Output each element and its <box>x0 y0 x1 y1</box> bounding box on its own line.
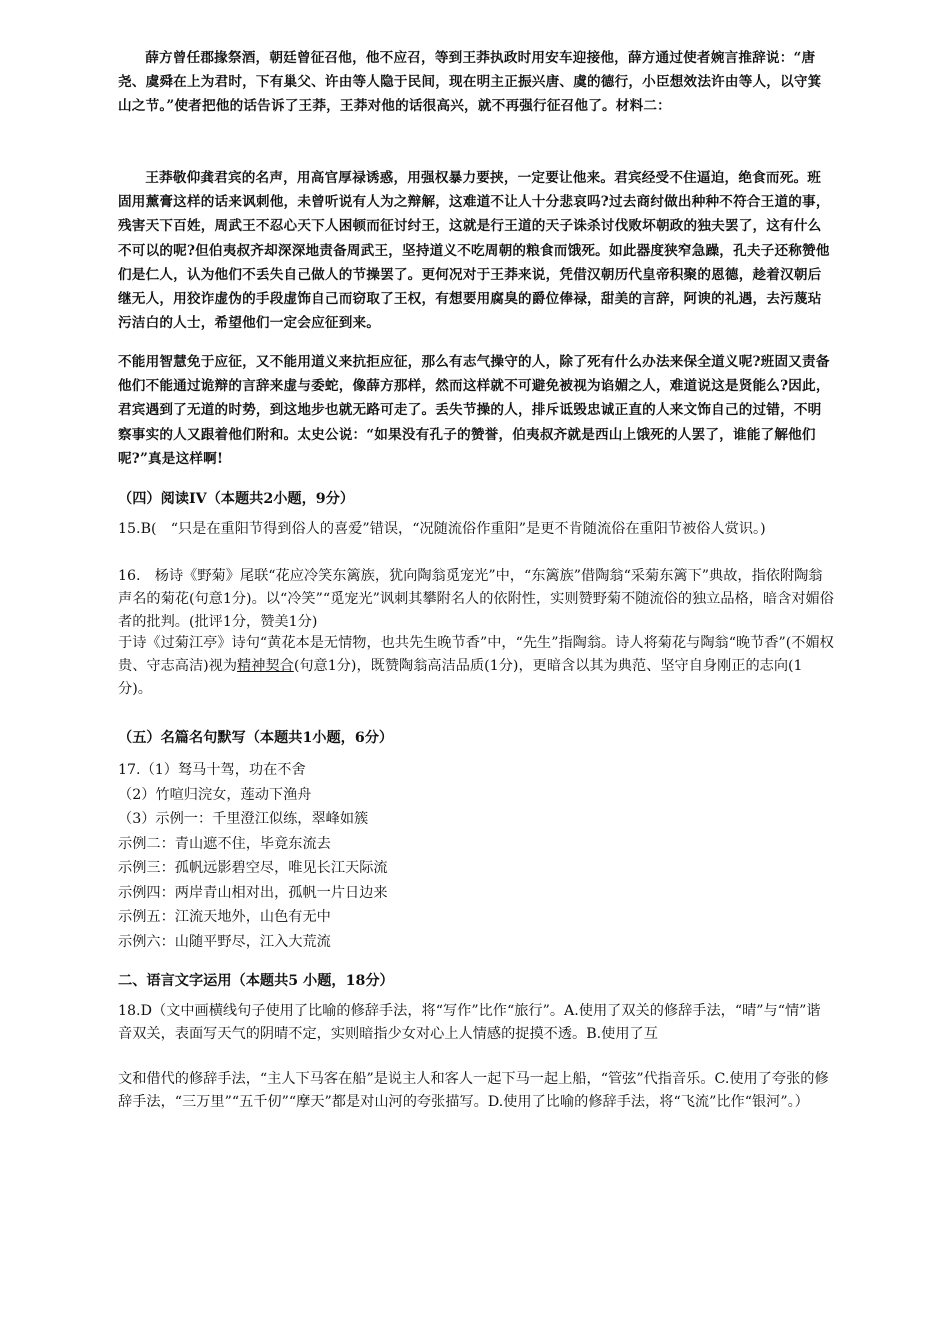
answer-16-part-2-text-b: (句意1分)，既赞陶翁高洁品质(1分)，更暗含以其为典范、坚守自身刚正的志向(1分)。 <box>118 658 803 697</box>
answer-18-part-2: 文和借代的修辞手法，“主人下马客在船”是说主人和客人一起下马一起上船，“管弦”代指音乐。C.使用了夸张的修辞手法，“三万里”“五千仞”“摩天”都是对山河的夸张描写。D.使用了比喻的修辞手法，将“飞流”比作“银河”。） <box>118 1071 829 1110</box>
answer-16-part-1: 16. 杨诗《野菊》尾联“花应冷笑东篱族，犹向陶翁觅宠光”中，“东篱族”借陶翁“采菊东篱下”典故，指依附陶翁声名的菊花(句意1分)。以“冷笑”“觅宠光”讽刺其攀附名人的依附性，实则赞野菊不随流俗的独立品格，暗含对媚俗者的批判。(批评1分，赞美1分) <box>118 568 834 630</box>
answer-17-line: 17.（1）驽马十驾，功在不舍 <box>118 762 306 778</box>
answer-17-line: 示例二：青山遮不住，毕竟东流去 <box>118 835 331 852</box>
answer-17-list <box>118 758 834 954</box>
answer-17-line: 示例四：两岸青山相对出，孤帆一片日边来 <box>118 884 388 901</box>
answer-16-part-2-text-a: 于诗《过菊江亭》诗句“黄花本是无情物，也共先生晚节香”中，“先生”指陶翁。诗人将菊花与陶翁“晚节香”(不媚权贵、守志高洁)视为 <box>118 635 834 674</box>
section-5-heading: （五）名篇名句默写（本题共1小题，6分） <box>118 730 394 746</box>
answer-17-line: 示例三：孤帆远影碧空尽，唯见长江天际流 <box>118 860 388 876</box>
answer-17-line: （2）竹喧归浣女，莲动下渔舟 <box>118 786 312 803</box>
material-paragraph-2: 王莽敬仰龚君宾的名声，用高官厚禄诱惑，用强权暴力要挟，一定要让他来。君宾经受不住逼迫，绝食而死。班固用薰膏这样的话来讽刺他，未曾听说有人为之辩解，这难道不让人十分悲哀吗?过去商纣做出种种不符合王道的事，残害天下百姓，周武王不忍心天下人困顿而征讨纣王，这就是行王道的天子诛杀讨伐败坏朝政的独夫罢了，这有什么不可以的呢?但伯夷叔齐却深深地责备周武王，坚持道义不吃周朝的粮食而饿死。如此器度狭窄急躁，孔夫子还称赞他们是仁人，认为他们不丢失自己做人的节操罢了。更何况对于王莽来说，凭借汉朝历代皇帝积聚的恩德，趁着汉朝后继无人，用狡诈虚伪的手段虚饰自己而窃取了王权，有想要用腐臭的爵位俸禄，甜美的言辞，阿谀的礼遇，去污蔑玷污洁白的人士，希望他们一定会应征到来。 <box>118 170 830 332</box>
answer-16-part-2 <box>118 632 834 701</box>
answer-18-part-1: 18.D（文中画横线句子使用了比喻的修辞手法，将“写作”比作“旅行”。A.使用了双关的修辞手法，“晴”与“情”谐音双关，表面写天气的阴晴不定，实则暗指少女对心上人情感的捉摸不透。B.使用了互 <box>118 1003 821 1042</box>
section-language-heading: 二、语言文字运用（本题共5 小题，18分） <box>118 973 394 989</box>
underlined-phrase: 精神契合 <box>237 658 294 674</box>
answer-17-line: 示例六：山随平野尽，江入大荒流 <box>118 933 331 950</box>
answer-15: 15.B( “只是在重阳节得到俗人的喜爱”错误，“况随流俗作重阳”是更不肯随流俗在重阳节被俗人赏识。) <box>118 521 766 537</box>
material-paragraph-1: 薛方曾任郡掾祭酒，朝廷曾征召他，他不应召，等到王莽执政时用安车迎接他，薛方通过使者婉言推辞说：“唐尧、虞舜在上为君时，下有巢父、许由等人隐于民间，现在明主正振兴唐、虞的德行，小臣想效法许由等人，以守箕山之节。”使者把他的话告诉了王莽，王莽对他的话很高兴，就不再强行征召他了。材料二： <box>118 50 822 115</box>
section-4-heading: （四）阅读IV（本题共2小题，9分） <box>118 491 355 507</box>
answer-17-line: 示例五：江流天地外，山色有无中 <box>118 909 331 925</box>
material-paragraph-3: 不能用智慧免于应征，又不能用道义来抗拒应征，那么有志气操守的人，除了死有什么办法来保全道义呢?班固又责备他们不能通过诡辩的言辞来虚与委蛇，像薛方那样，然而这样就不可避免被视为谄媚之人，难道说这是贤能么?因此，君宾遇到了无道的时势，到这地步也就无路可走了。丢失节操的人，排斥诋毁忠诚正直的人来文饰自己的过错，不明察事实的人又跟着他们附和。太史公说：“如果没有孔子的赞誉，伯夷叔齐就是西山上饿死的人罢了，谁能了解他们呢?”真是这样啊! <box>118 354 830 467</box>
answer-17-line: （3）示例一：千里澄江似练，翠峰如簇 <box>118 811 369 827</box>
